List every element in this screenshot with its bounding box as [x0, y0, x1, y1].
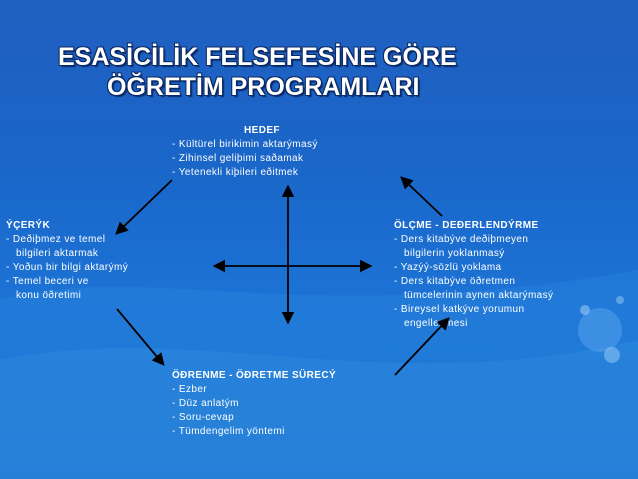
olcme-item: - Bireysel katkýve yorumun: [394, 303, 634, 317]
hedef-heading: HEDEF: [244, 125, 280, 136]
icerik-item: - Temel beceri ve: [6, 275, 206, 289]
arrow-icerik-surec: [117, 309, 163, 364]
title-line-2: ÖĞRETİM PROGRAMLARI: [107, 73, 420, 101]
surec-item: - Soru-cevap: [172, 411, 412, 425]
olcme-item: tümcelerinin aynen aktarýmasý: [404, 290, 554, 301]
surec-item: - Düz anlatým: [172, 397, 412, 411]
surec-item: - Ezber: [172, 383, 412, 397]
icerik-item: - Yoðun bir bilgi aktarýmý: [6, 261, 206, 275]
icerik-item: konu öðretimi: [16, 290, 82, 301]
surec-item: - Tümdengelim yöntemi: [172, 425, 412, 439]
hedef-item: - Kültürel birikimin aktarýmasý: [172, 138, 402, 152]
olcme-item: engellenmesi: [404, 318, 468, 329]
icerik-item: - Deðiþmez ve temel: [6, 233, 206, 247]
olcme-item: bilgilerin yoklanmasý: [404, 248, 505, 259]
olcme-item: - Yazýý-sözlü yoklama: [394, 261, 634, 275]
olcme-item: - Ders kitabýve deðiþmeyen: [394, 233, 634, 247]
icerik-heading: ÝÇERÝK: [6, 220, 51, 231]
olcme-heading: ÖLÇME - DEÐERLENDÝRME: [394, 220, 539, 231]
olcme-item: - Ders kitabýve öðretmen: [394, 275, 634, 289]
arrow-hedef-icerik: [117, 180, 172, 233]
title-line-1: ESASİCİLİK FELSEFESİNE GÖRE: [58, 43, 457, 71]
surec-heading: ÖÐRENME - ÖÐRETME SÜRECÝ: [172, 370, 337, 381]
hedef-item: - Yetenekli kiþileri eðitmek: [172, 166, 402, 180]
arrow-surec-olcme: [395, 319, 448, 375]
hedef-item: - Zihinsel geliþimi saðamak: [172, 152, 402, 166]
arrow-olcme-hedef: [402, 178, 442, 216]
icerik-item: bilgileri aktarmak: [16, 248, 99, 259]
